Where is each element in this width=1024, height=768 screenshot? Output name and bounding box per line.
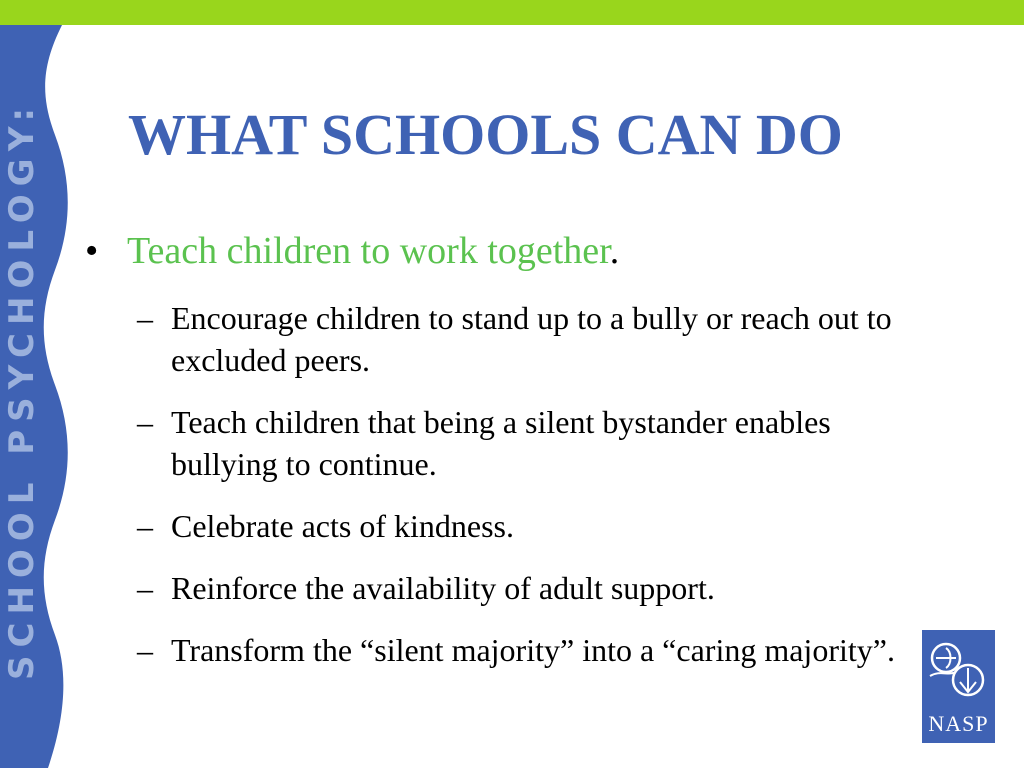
top-accent-bar [0,0,1024,25]
bullet-list [85,228,905,691]
sub-bullet-marker: – [137,404,153,440]
sub-bullet-marker: – [137,570,153,606]
sub-bullet-list [85,297,905,671]
bullet-marker: • [85,230,99,272]
nasp-logo-text: NASP [928,711,989,736]
nasp-emblem-icon [926,636,991,706]
sub-bullet-text: Encourage children to stand up to a bully or reach out to excluded peers. [171,300,892,378]
sub-bullet-text: Celebrate acts of kindness. [171,508,514,544]
sub-bullet-text: Teach children that being a silent bystander enables bullying to continue. [171,404,831,482]
sub-bullet-text: Reinforce the availability of adult support. [171,570,715,606]
sub-bullet-marker: – [137,508,153,544]
sub-bullet [85,401,905,485]
sub-bullet [85,297,905,381]
bullet-trailing-text: . [609,230,620,272]
nasp-logo [922,630,995,743]
sub-bullet-marker: – [137,632,153,668]
sub-bullet [85,567,905,609]
bullet-accent-text: Teach children to work together [127,230,610,272]
slide-title: WHAT SCHOOLS CAN DO [128,102,843,167]
sub-bullet-marker: – [137,300,153,336]
sub-bullet [85,629,905,671]
sub-bullet [85,505,905,547]
side-vertical-label: SCHOOL PSYCHOLOGY: [2,99,42,681]
bullet-main [85,228,905,274]
sub-bullet-text: Transform the “silent majority” into a “caring majority”. [171,632,895,668]
